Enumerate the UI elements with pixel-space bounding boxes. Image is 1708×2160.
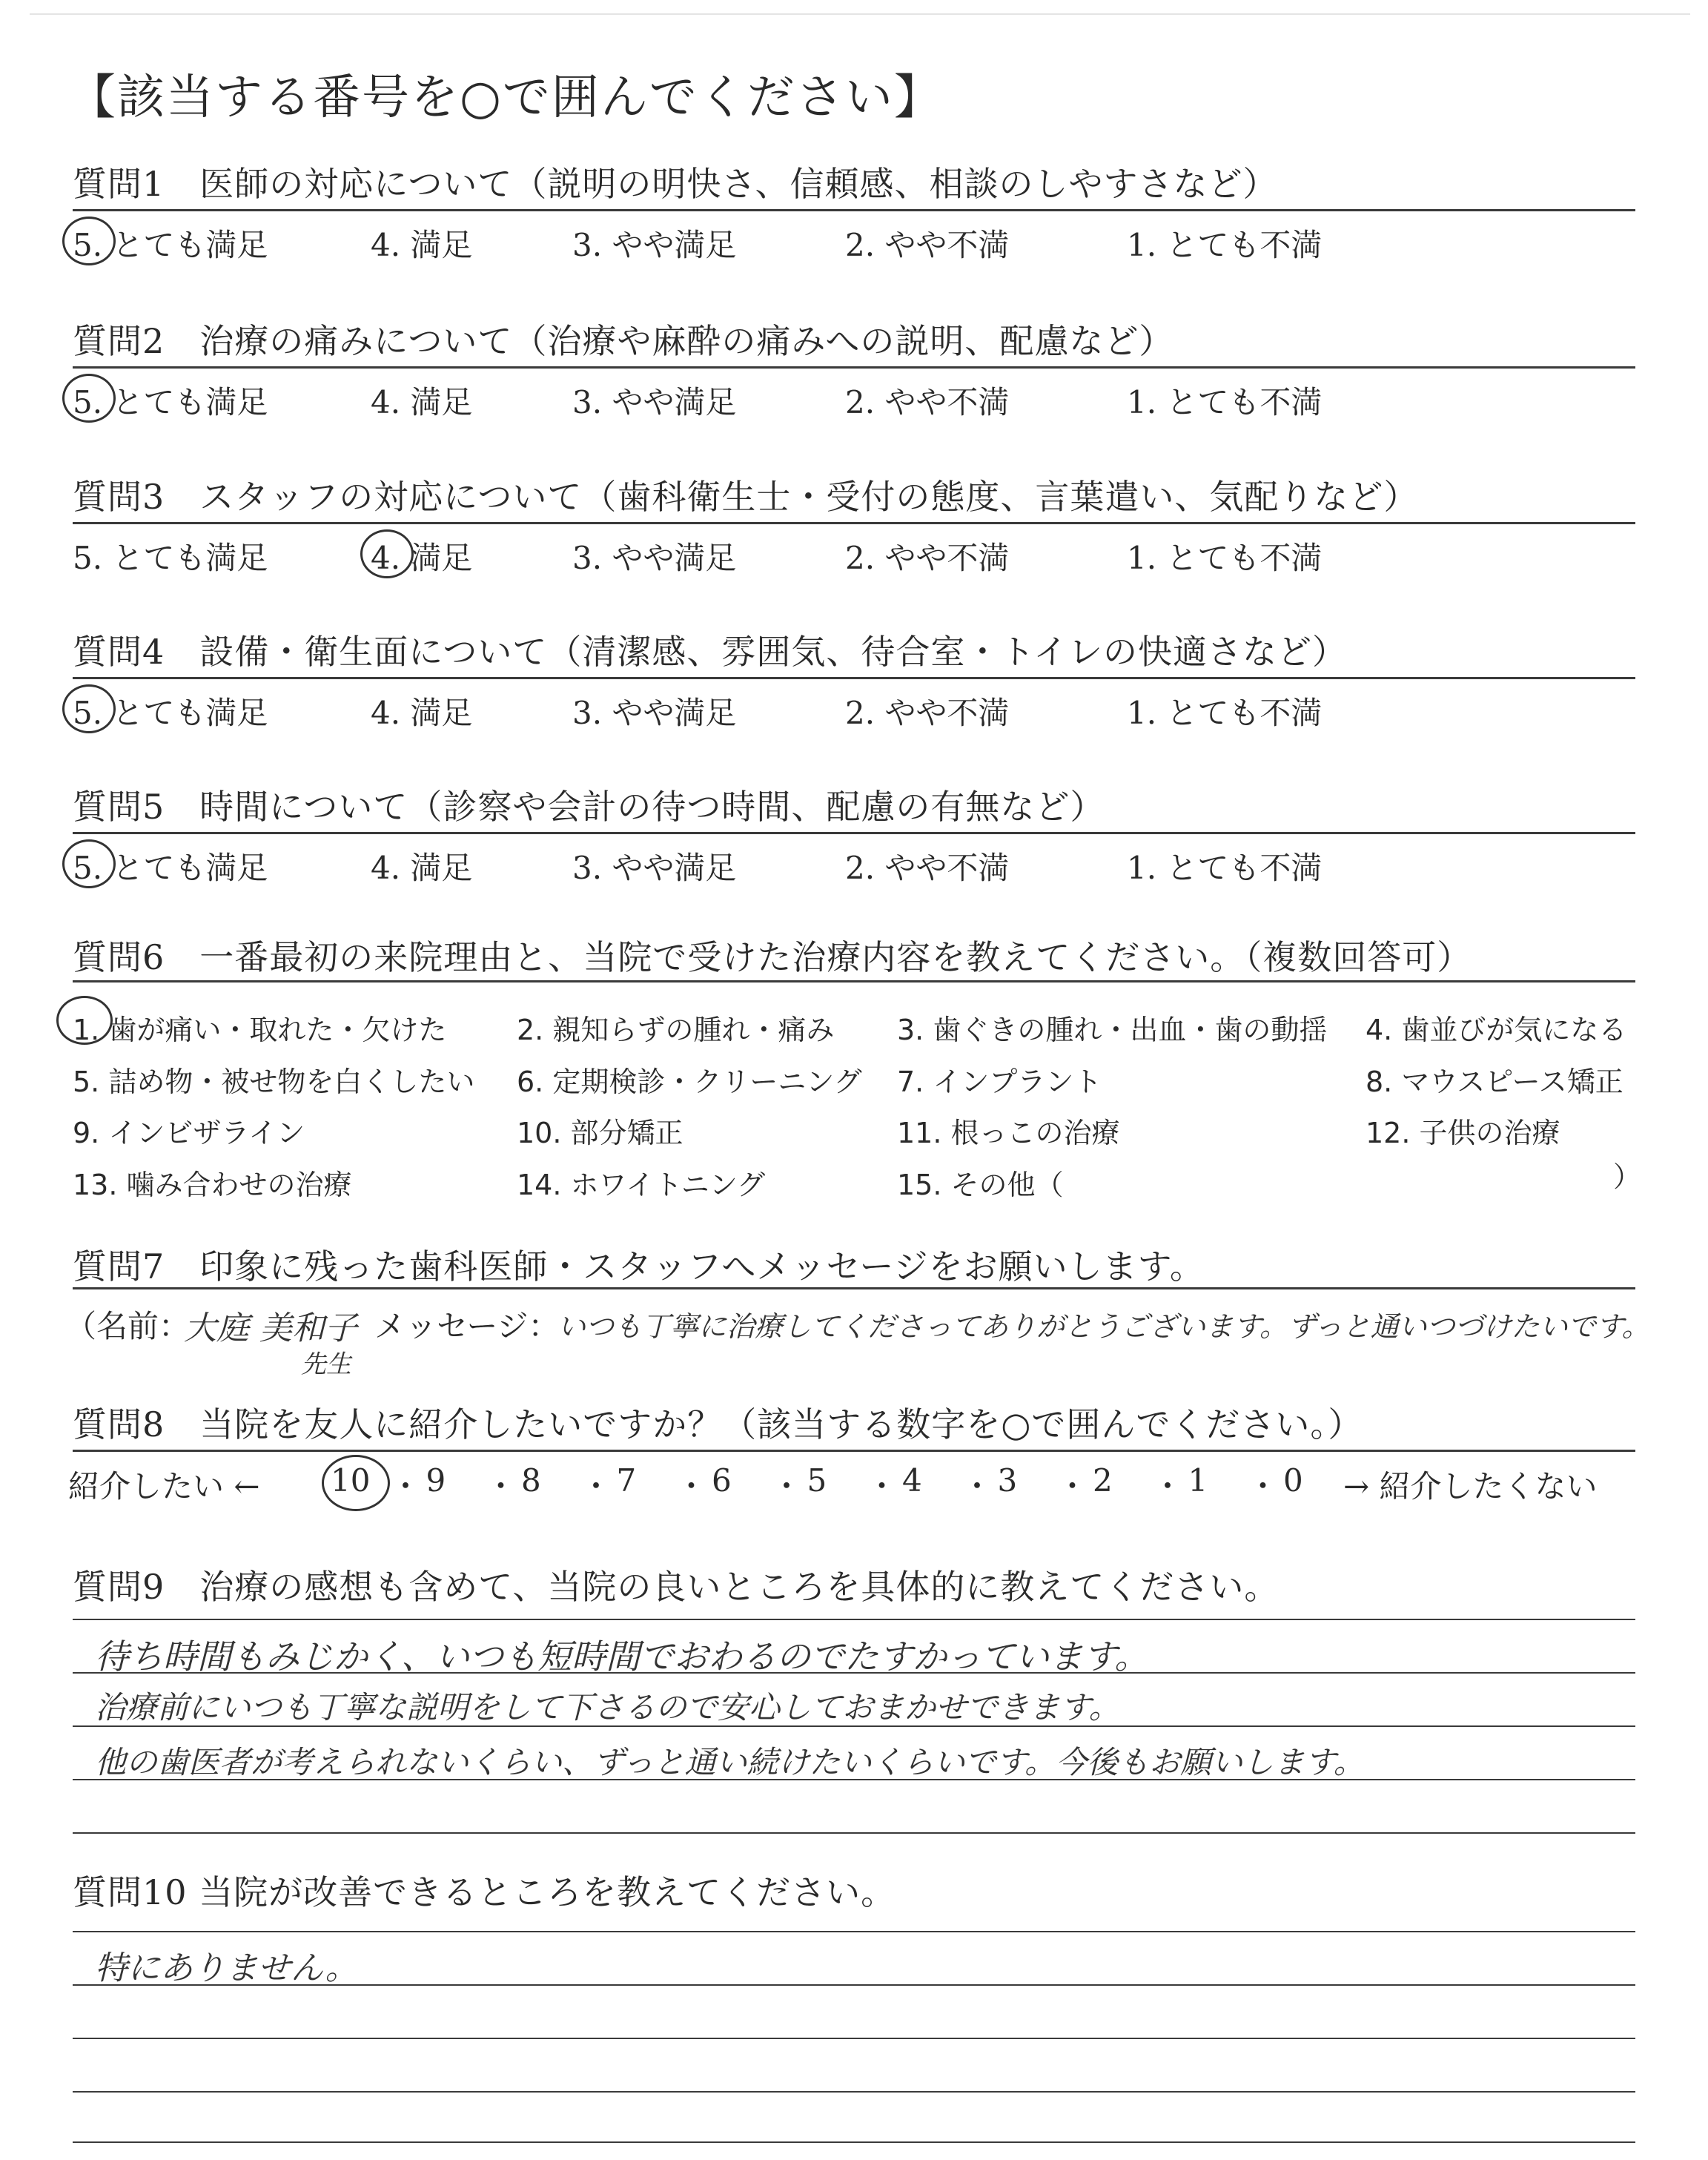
q6-reason-3: 3. 歯ぐきの腫れ・出血・歯の動揺 xyxy=(897,1014,1328,1046)
q8-separator: ・ xyxy=(771,1468,803,1505)
q5-rule xyxy=(73,832,1635,834)
q5-option-5: 5. とても満足 xyxy=(73,850,268,886)
q9-line-1 xyxy=(73,1619,1635,1620)
q6-reason-14: 14. ホワイトニング xyxy=(517,1169,766,1201)
q5-option-4: 4. 満足 xyxy=(371,850,473,886)
q10-line-3 xyxy=(73,2038,1635,2039)
q8-scale-8: 8 xyxy=(521,1462,541,1499)
q6-reason-11: 11. 根っこの治療 xyxy=(897,1117,1120,1149)
q8-scale-10: 10 xyxy=(331,1462,371,1499)
q8-separator: ・ xyxy=(1056,1468,1088,1505)
q9-answer-2: 治療前にいつも丁寧な説明をして下さるので安心しておまかせできます。 xyxy=(95,1689,1120,1725)
q8-scale-9: 9 xyxy=(426,1462,446,1499)
q6-reason-7: 7. インプラント xyxy=(897,1066,1102,1098)
q7-rule xyxy=(73,1287,1635,1289)
q2-option-4: 4. 満足 xyxy=(371,384,473,420)
q3-option-4: 4. 満足 xyxy=(371,540,473,576)
q9-label: 質問9 治療の感想も含めて、当院の良いところを具体的に教えてください。 xyxy=(73,1567,1280,1607)
q5-option-2: 2. やや不満 xyxy=(845,850,1010,886)
q3-option-3: 3. やや満足 xyxy=(572,540,737,576)
q6-close-paren: ） xyxy=(1613,1160,1642,1193)
q10-line-1 xyxy=(73,1931,1635,1932)
q6-reason-2: 2. 親知らずの腫れ・痛み xyxy=(517,1014,835,1046)
q7-label: 質問7 印象に残った歯科医師・スタッフへメッセージをお願いします。 xyxy=(73,1246,1205,1287)
q8-scale-6: 6 xyxy=(712,1462,732,1499)
q8-scale-4: 4 xyxy=(902,1462,922,1499)
q5-option-3: 3. やや満足 xyxy=(572,850,737,886)
q9-line-5 xyxy=(73,1832,1635,1834)
q4-rule xyxy=(73,677,1635,679)
q10-answer-1: 特にありません。 xyxy=(95,1949,358,1987)
q9-answer-3: 他の歯医者が考えられないくらい、ずっと通い続けたいくらいです。今後もお願いします。 xyxy=(95,1744,1365,1780)
q2-option-2: 2. やや不満 xyxy=(845,384,1010,420)
q6-reason-5: 5. 詰め物・被せ物を白くしたい xyxy=(73,1066,475,1098)
q3-option-1: 1. とても不満 xyxy=(1127,540,1323,576)
q1-selection-circle xyxy=(62,217,116,265)
q8-scale-2: 2 xyxy=(1093,1462,1113,1499)
q4-option-1: 1. とても不満 xyxy=(1127,695,1323,731)
q4-option-5: 5. とても満足 xyxy=(73,695,268,731)
q4-option-4: 4. 満足 xyxy=(371,695,473,731)
q2-option-5: 5. とても満足 xyxy=(73,384,268,420)
q4-option-2: 2. やや不満 xyxy=(845,695,1010,731)
q6-reason-12: 12. 子供の治療 xyxy=(1366,1117,1560,1149)
q6-reason-6: 6. 定期検診・クリーニング xyxy=(517,1066,862,1098)
q6-reason-4: 4. 歯並びが気になる xyxy=(1366,1014,1627,1046)
q2-label: 質問2 治療の痛みについて（治療や麻酔の痛みへの説明、配慮など） xyxy=(73,321,1174,361)
q7-message-value: いつも丁寧に治療してくださってありがとうございます。ずっと通いつづけたいです。 xyxy=(557,1310,1650,1343)
q8-separator: ・ xyxy=(485,1468,517,1505)
q8-right-label: → 紹介したくない xyxy=(1343,1468,1598,1505)
q4-option-3: 3. やや満足 xyxy=(572,695,737,731)
q6-reason-9: 9. インビザライン xyxy=(73,1117,305,1149)
q8-rule xyxy=(73,1450,1635,1452)
q7-name-value: 大庭 美和子 xyxy=(184,1309,357,1347)
q6-reason-1: 1. 歯が痛い・取れた・欠けた xyxy=(73,1014,447,1046)
q3-selection-circle xyxy=(360,529,414,578)
q1-option-1: 1. とても不満 xyxy=(1127,227,1323,263)
q6-rule xyxy=(73,980,1635,982)
q8-separator: ・ xyxy=(866,1468,898,1505)
q8-scale-5: 5 xyxy=(807,1462,827,1499)
q1-option-3: 3. やや満足 xyxy=(572,227,737,263)
q5-selection-circle xyxy=(62,839,116,888)
q1-label: 質問1 医師の対応について（説明の明快さ、信頼感、相談のしやすさなど） xyxy=(73,164,1278,204)
q7-message-label: メッセージ： xyxy=(374,1308,560,1344)
q10-line-5 xyxy=(73,2141,1635,2143)
q4-selection-circle xyxy=(62,684,116,733)
q6-reason-15: 15. その他（ xyxy=(897,1169,1064,1201)
q2-option-3: 3. やや満足 xyxy=(572,384,737,420)
q8-left-label: 紹介したい ← xyxy=(68,1468,260,1505)
q5-label: 質問5 時間について（診察や会計の待つ時間、配慮の有無など） xyxy=(73,787,1105,827)
q7-name-label: （名前： xyxy=(65,1308,191,1344)
q8-scale-7: 7 xyxy=(616,1462,637,1499)
page-top-border xyxy=(30,13,1690,15)
q7-name-suffix: 先生 xyxy=(301,1350,351,1379)
q8-scale-1: 1 xyxy=(1188,1462,1208,1499)
q8-separator: ・ xyxy=(675,1468,707,1505)
q8-separator: ・ xyxy=(390,1468,422,1505)
q1-rule xyxy=(73,209,1635,211)
q10-label: 質問10 当院が改善できるところを教えてください。 xyxy=(73,1872,896,1912)
q6-reason-10: 10. 部分矯正 xyxy=(517,1117,683,1149)
q8-separator: ・ xyxy=(1247,1468,1279,1505)
q10-line-4 xyxy=(73,2091,1635,2093)
q1-option-4: 4. 満足 xyxy=(371,227,473,263)
q2-option-1: 1. とても不満 xyxy=(1127,384,1323,420)
q2-rule xyxy=(73,366,1635,369)
q3-label: 質問3 スタッフの対応について（歯科衛生士・受付の態度、言葉遣い、気配りなど） xyxy=(73,477,1419,517)
page-title: 【該当する番号を○で囲んでください】 xyxy=(68,70,943,125)
q8-separator: ・ xyxy=(961,1468,993,1505)
q8-separator: ・ xyxy=(1152,1468,1184,1505)
q3-option-2: 2. やや不満 xyxy=(845,540,1010,576)
q9-answer-1: 待ち時間もみじかく、いつも短時間でおわるのでたすかっています。 xyxy=(95,1636,1149,1677)
q1-option-5: 5. とても満足 xyxy=(73,227,268,263)
q8-scale-0: 0 xyxy=(1283,1462,1303,1499)
q5-option-1: 1. とても不満 xyxy=(1127,850,1323,886)
q6-reason-8: 8. マウスピース矯正 xyxy=(1366,1066,1623,1098)
q2-selection-circle xyxy=(62,374,116,423)
q3-option-5: 5. とても満足 xyxy=(73,540,268,576)
q1-option-2: 2. やや不満 xyxy=(845,227,1010,263)
q8-separator: ・ xyxy=(580,1468,612,1505)
q8-scale-3: 3 xyxy=(997,1462,1018,1499)
q8-label: 質問8 当院を友人に紹介したいですか？（該当する数字を○で囲んでください。） xyxy=(73,1404,1363,1444)
q3-rule xyxy=(73,522,1635,524)
q4-label: 質問4 設備・衛生面について（清潔感、雰囲気、待合室・トイレの快適さなど） xyxy=(73,632,1348,672)
q6-reason-13: 13. 噛み合わせの治療 xyxy=(73,1169,352,1201)
q6-label: 質問6 一番最初の来院理由と、当院で受けた治療内容を教えてください。（複数回答可） xyxy=(73,937,1472,977)
